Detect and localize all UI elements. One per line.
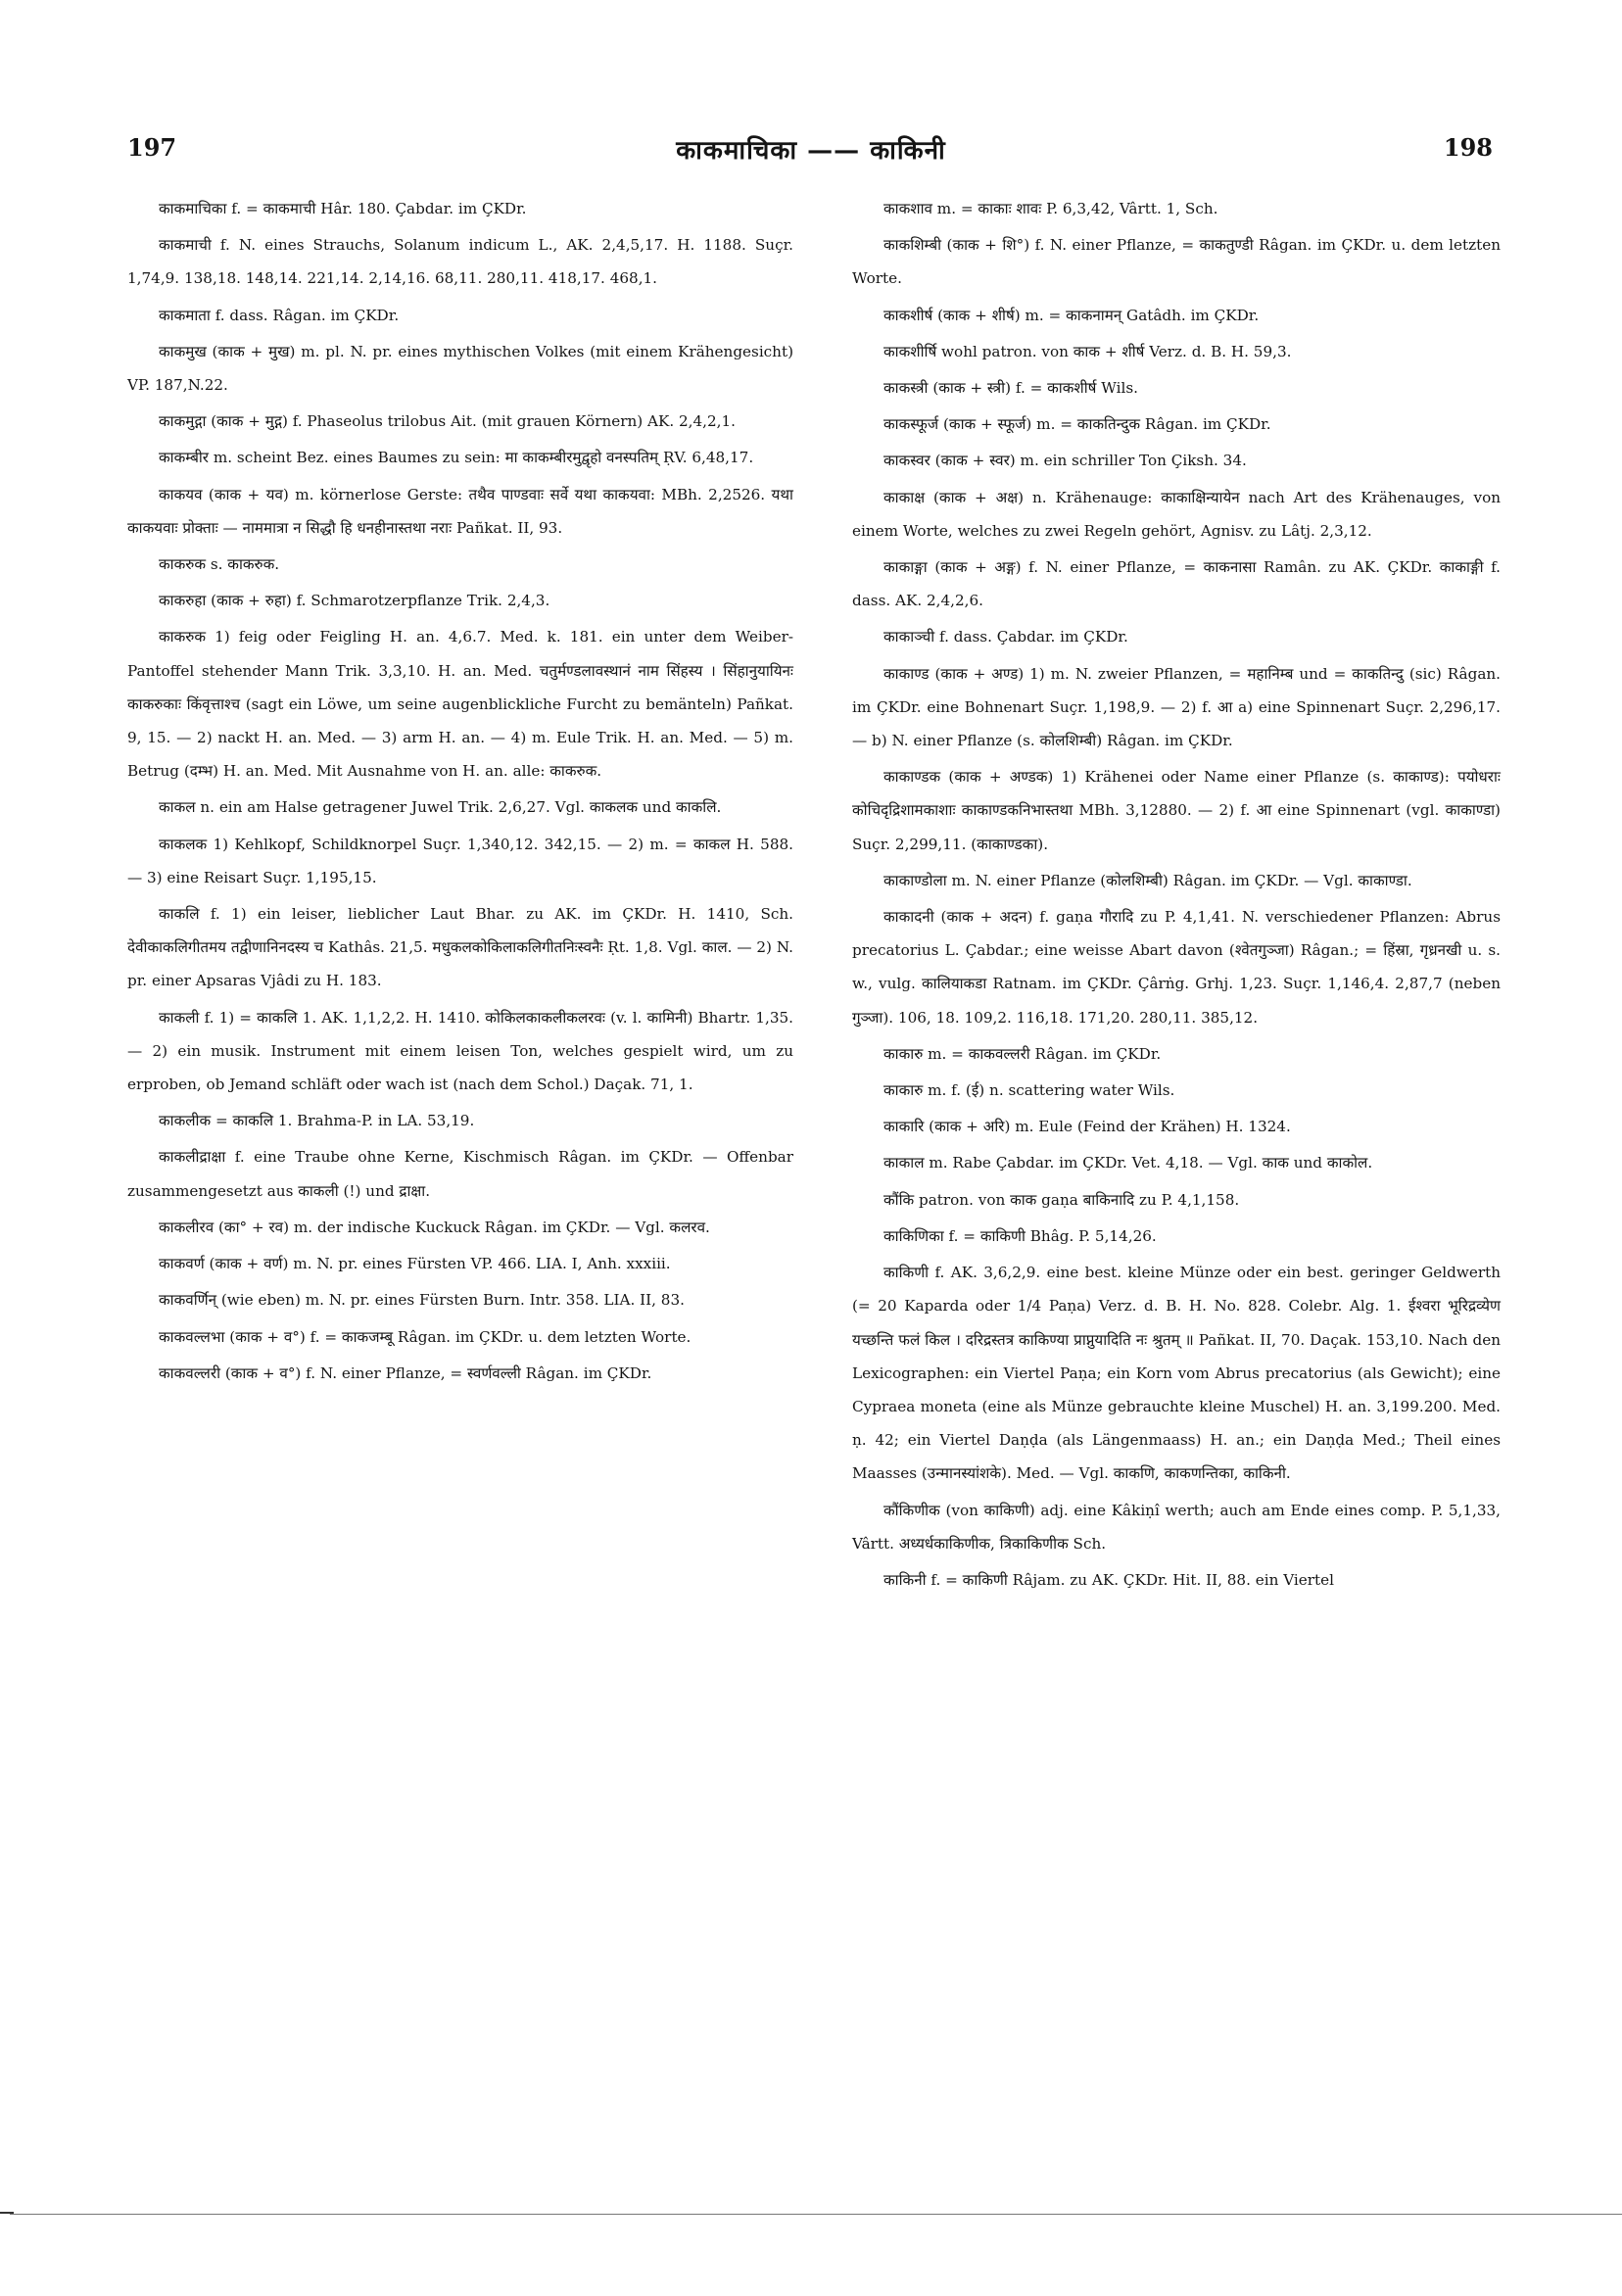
dictionary-entry: काकली f. 1) = काकलि 1. AK. 1,1,2,2. H. 1410. कोकिलकाकलीकलरवः (v. l. कामिनी) Bhartr. 1,35. — 2) ein musik. Instrument mit einem leisen Ton, welches gespielt wird, um zu erproben, ob Jemand schläft oder wach ist (nach dem Schol.) Daçak. 71, 1. bbox=[127, 1008, 793, 1094]
page-number-left: 197 bbox=[127, 133, 177, 162]
dictionary-entry: काकमाचिका f. = काकमाची Hâr. 180. Çabdar. im ÇKDr. bbox=[159, 200, 527, 217]
dictionary-entry: काकस्वर (काक + स्वर) m. ein schriller Ton Çiksh. 34. bbox=[883, 452, 1247, 470]
dictionary-entry: काकलक 1) Kehlkopf, Schildknorpel Suçr. 1,340,12. 342,15. — 2) m. = काकल H. 588. — 3) eine Reisart Suçr. 1,195,15. bbox=[127, 835, 793, 886]
dictionary-entry: काकाञ्ची f. dass. Çabdar. im ÇKDr. bbox=[883, 628, 1128, 646]
dictionary-entry: काकम्बीर m. scheint Bez. eines Baumes zu sein: मा काकम्बीरमुद्वृहो वनस्पतिम् ṚV. 6,48,17. bbox=[159, 449, 754, 467]
dictionary-entry: काकिनी f. = काकिणी Râjam. zu AK. ÇKDr. Hit. II, 88. ein Viertel bbox=[883, 1570, 1334, 1589]
dictionary-entry: काकरुहा (काक + रुहा) f. Schmarotzerpflanze Trik. 2,4,3. bbox=[159, 592, 550, 610]
dictionary-entry: काकशिम्बी (काक + शि°) f. N. einer Pflanze, = काकतुण्डी Râgan. im ÇKDr. u. dem letzten Worte. bbox=[852, 236, 1501, 288]
dictionary-entry: काकिणिका f. = काकिणी Bhâg. P. 5,14,26. bbox=[883, 1226, 1157, 1245]
dictionary-entry: काकलीद्राक्षा f. eine Traube ohne Kerne, Kischmisch Râgan. im ÇKDr. — Offenbar zusammengesetzt aus काकली (!) und द्राक्षा. bbox=[127, 1148, 793, 1200]
dictionary-entry: काकाण्डक (काक + अण्डक) 1) Krähenei oder Name einer Pflanze (s. काकाण्ड): पयोधराः कोचिदृद्रिशामकाशाः काकाण्डकनिभास्तथा MBh. 3,12880. — 2) f. आ eine Spinnenart (vgl. काकाण्डा) Suçr. 2,299,11. (काकाण्डका). bbox=[852, 768, 1501, 853]
dictionary-entry: काकिणी f. AK. 3,6,2,9. eine best. kleine Münze oder ein best. geringer Geldwerth (= 20 Kaparda oder 1/4 Paṇa) Verz. d. B. H. No. 828. Colebr. Alg. 1. ईश्वरा भूरिद्रव्येण यच्छन्ति फलं किल । दरिद्रस्तत्र काकिण्या प्राप्नुयादिति नः श्रुतम् ॥ Pañkat. II, 70. Daçak. 153,10. Nach den Lexicographen: ein Viertel Paṇa; ein Korn vom Abrus precatorius (als Gewicht); eine Cypraea moneta (eine als Münze gebrauchte kleine Muschel) H. an. 3,199.200. Med. ṇ. 42; ein Viertel Daṇḍa (als Längenmaass) H. an.; ein Daṇḍa Med.; Theil eines Maasses (उन्मानस्यांशके). Med. — Vgl. काकणि, काकणन्तिका, काकिनी. bbox=[852, 1264, 1501, 1483]
dictionary-entry: काकारि (काक + अरि) m. Eule (Feind der Krähen) H. 1324. bbox=[883, 1118, 1291, 1136]
dictionary-entry: काकयव (काक + यव) m. körnerlose Gerste: तथैव पाण्डवाः सर्वे यथा काकयवा: MBh. 2,2526. यथा काकयवाः प्रोक्ताः — नाममात्रा न सिद्धौ हि धनहीनास्तथा नराः Pañkat. II, 93. bbox=[127, 485, 793, 537]
dictionary-entry: काकरुक s. काकरुक. bbox=[159, 555, 280, 574]
dictionary-entry: काकशाव m. = काकाः शावः P. 6,3,42, Vârtt. 1, Sch. bbox=[883, 200, 1218, 217]
dictionary-entry: काकाक्ष (काक + अक्ष) n. Krähenauge: काकाक्षिन्यायेन nach Art des Krähenauges, von einem Worte, welches zu zwei Regeln gehört, Agnisv. zu Lâtj. 2,3,12. bbox=[852, 488, 1501, 540]
dictionary-entry: काकाङ्गा (काक + अङ्ग) f. N. einer Pflanze, = काकनासा Ramân. zu AK. ÇKDr. काकाङ्गी f. dass. AK. 2,4,2,6. bbox=[852, 558, 1501, 610]
dictionary-entry: काकस्त्री (काक + स्त्री) f. = काकशीर्ष Wils. bbox=[883, 379, 1138, 398]
dictionary-entry: काकरुक 1) feig oder Feigling H. an. 4,6.7. Med. k. 181. ein unter dem Weiber-Pantoffel stehender Mann Trik. 3,3,10. H. an. Med. चतुर्मण्डलावस्थानं नाम सिंहस्य । सिंहानुयायिनः काकरुकाः किंवृत्ताश्च (sagt ein Löwe, um seine augenblickliche Furcht zu bemänteln) Pañkat. 9, 15. — 2) nackt H. an. Med. — 3) arm H. an. — 4) m. Eule Trik. H. an. Med. — 5) m. Betrug (दम्भ) H. an. Med. Mit Ausnahme von H. an. alle: काकरुक. bbox=[127, 628, 793, 781]
dictionary-entry: कौंकि patron. von काक gaṇa बाकिनादि zu P. 4,1,158. bbox=[883, 1190, 1240, 1209]
dictionary-entry: काकवल्लरी (काक + व°) f. N. einer Pflanze, = स्वर्णवल्ली Râgan. im ÇKDr. bbox=[159, 1363, 652, 1382]
running-head: काकमाचिका —— काकिनी bbox=[676, 136, 946, 166]
dictionary-entry: काकशीर्षि wohl patron. von काक + शीर्ष Verz. d. B. H. 59,3. bbox=[883, 342, 1292, 360]
dictionary-entry: काकलि f. 1) ein leiser, lieblicher Laut Bhar. zu AK. im ÇKDr. H. 1410, Sch. देवीकाकलिगीतमय तद्वीणानिनदस्य च Kathâs. 21,5. मधुकलकोकिलाकलिगीतनिःस्वनैः Ṛt. 1,8. Vgl. काल. — 2) N. pr. einer Apsaras Vjâdi zu H. 183. bbox=[127, 905, 793, 990]
dictionary-entry: काकमाता f. dass. Râgan. im ÇKDr. bbox=[159, 306, 400, 324]
dictionary-entry: काकवर्णिन् (wie eben) m. N. pr. eines Fürsten Burn. Intr. 358. LIA. II, 83. bbox=[159, 1291, 685, 1310]
dictionary-entry: काकादनी (काक + अदन) f. gaṇa गौरादि zu P. 4,1,41. N. verschiedener Pflanzen: Abrus precatorius L. Çabdar.; eine weisse Abart davon (श्वेतगुञ्जा) Râgan.; = हिंस्रा, गृध्रनखी u. s. w., vulg. कालियाकडा Ratnam. im ÇKDr. Çârṅg. Grhj. 1,23. Suçr. 1,146,4. 2,87,7 (neben गुञ्जा). 106, 18. 109,2. 116,18. 171,20. 280,11. 385,12. bbox=[852, 908, 1501, 1027]
left-column bbox=[127, 192, 793, 1390]
right-column bbox=[852, 192, 1501, 1597]
dictionary-entry: काकशीर्ष (काक + शीर्ष) m. = काकनामन् Gatâdh. im ÇKDr. bbox=[883, 306, 1260, 324]
dictionary-entry: काकारु m. f. (ई) n. scattering water Wils. bbox=[883, 1081, 1175, 1100]
dictionary-entry: काकवर्ण (काक + वर्ण) m. N. pr. eines Fürsten VP. 466. LIA. I, Anh. xxxiii. bbox=[159, 1255, 671, 1273]
dictionary-entry: काकाण्डोला m. N. einer Pflanze (कोलशिम्बी) Râgan. im ÇKDr. — Vgl. काकाण्डा. bbox=[883, 871, 1412, 889]
page-number-right: 198 bbox=[1443, 133, 1493, 162]
dictionary-entry: काकल n. ein am Halse getragener Juwel Trik. 2,6,27. Vgl. काकलक und काकलि. bbox=[159, 798, 722, 817]
dictionary-entry: काकमाची f. N. eines Strauchs, Solanum indicum L., AK. 2,4,5,17. H. 1188. Suçr. 1,74,9. 138,18. 148,14. 221,14. 2,14,16. 68,11. 280,11. 418,17. 468,1. bbox=[127, 236, 793, 288]
dictionary-entry: काकलीक = काकलि 1. Brahma-P. in LA. 53,19. bbox=[159, 1112, 475, 1130]
dictionary-entry: काकवल्लभा (काक + व°) f. = काकजम्बू Râgan. im ÇKDr. u. dem letzten Worte. bbox=[159, 1327, 692, 1346]
dictionary-entry: कौंकिणीक (von काकिणी) adj. eine Kâkiṇî werth; auch am Ende eines comp. P. 5,1,33, Vârtt. अध्यर्धकाकिणीक, त्रिकाकिणीक Sch. bbox=[852, 1501, 1501, 1553]
dictionary-entry: काकमुख (काक + मुख) m. pl. N. pr. eines mythischen Volkes (mit einem Krähengesicht) VP. 187,N.22. bbox=[127, 342, 793, 395]
bottom-rule bbox=[10, 2214, 1622, 2215]
dictionary-entry: काकलीरव (का° + रव) m. der indische Kuckuck Râgan. im ÇKDr. — Vgl. कलरव. bbox=[159, 1218, 710, 1236]
dictionary-entry: काकमुद्गा (काक + मुद्ग) f. Phaseolus trilobus Ait. (mit grauen Körnern) AK. 2,4,2,1. bbox=[159, 412, 736, 431]
dictionary-entry: काकाण्ड (काक + अण्ड) 1) m. N. zweier Pflanzen, = महानिम्ब und = काकतिन्दु (sic) Râgan. im ÇKDr. eine Bohnenart Suçr. 1,198,9. — 2) f. आ a) eine Spinnenart Suçr. 2,296,17. — b) N. einer Pflanze (s. कोलशिम्बी) Râgan. im ÇKDr. bbox=[852, 664, 1501, 750]
dictionary-entry: काकारु m. = काकवल्लरी Râgan. im ÇKDr. bbox=[883, 1044, 1162, 1063]
dictionary-entry: काकाल m. Rabe Çabdar. im ÇKDr. Vet. 4,18. — Vgl. काक und काकोल. bbox=[883, 1154, 1373, 1172]
dictionary-entry: काकस्फूर्ज (काक + स्फूर्ज) m. = काकतिन्दुक Râgan. im ÇKDr. bbox=[883, 415, 1271, 434]
